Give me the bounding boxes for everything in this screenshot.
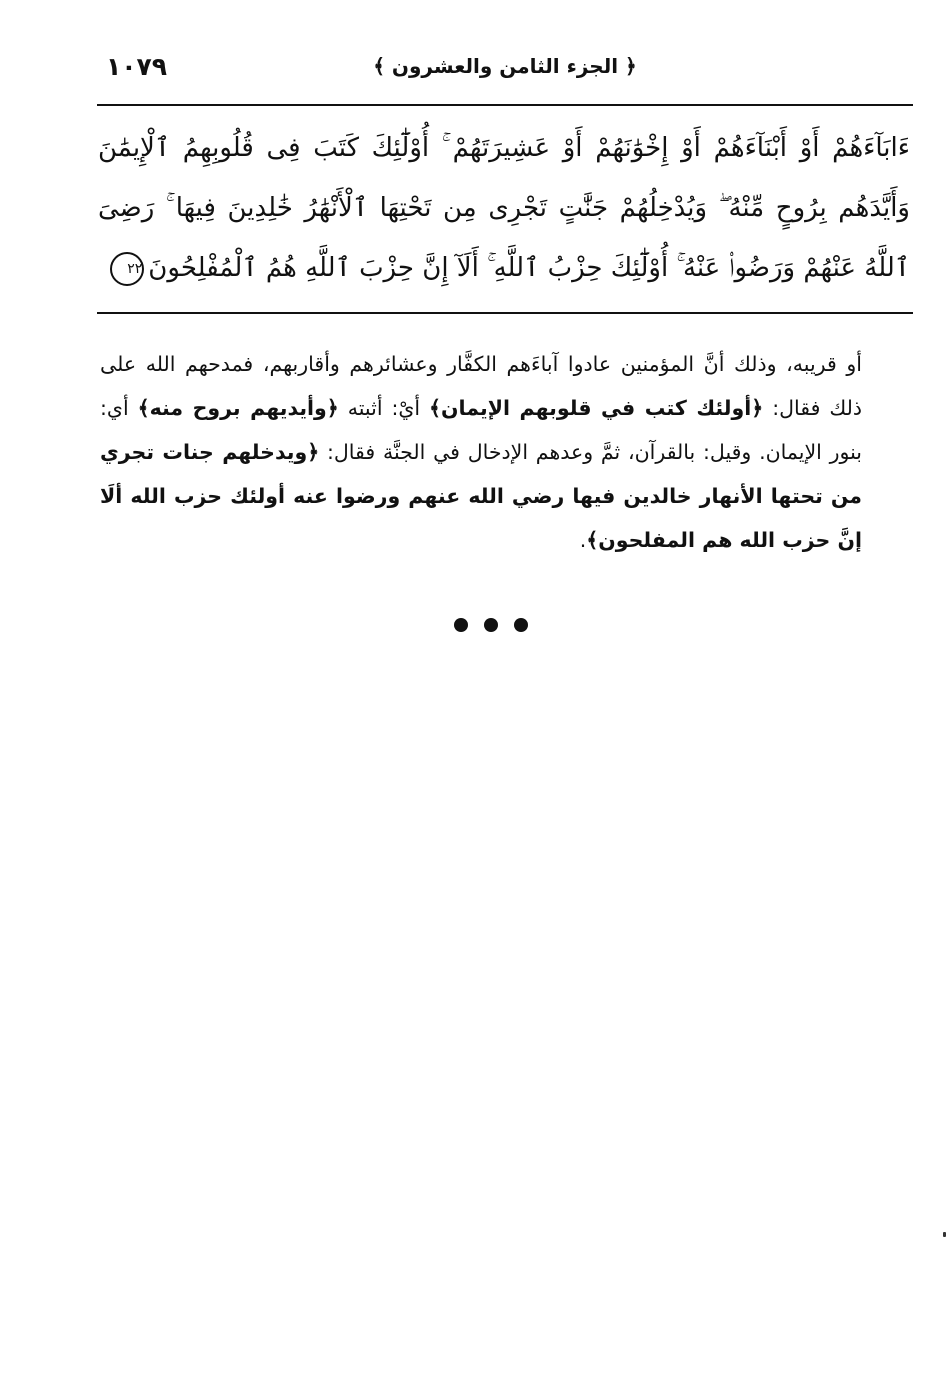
commentary-paragraph: [100, 342, 862, 562]
quoted-verse: ﴿ويدخلهم جنات تجري من تحتها الأنهار خالدين فيها رضي الله عنهم ورضوا عنه أولئك حزب الله ألَا إنَّ حزب الله هم المفلحون﴾: [100, 440, 862, 552]
page-number: ١٠٧٩: [106, 52, 168, 81]
ornament-dot: [514, 618, 528, 632]
ornament-dot: [454, 618, 468, 632]
quran-verse-text: ءَابَآءَهُمْ أَوْ أَبْنَآءَهُمْ أَوْ إِخْوَٰنَهُمْ أَوْ عَشِيرَتَهُمْ ۚ أُوْلَٰٓئِكَ كَتَبَ فِى قُلُوبِهِمُ ٱلْإِيمَٰنَ وَأَيَّدَهُم بِرُوحٍ مِّنْهُ ۖ وَيُدْخِلُهُمْ جَنَّٰتٍ تَجْرِى مِن تَحْتِهَا ٱلْأَنْهَٰرُ خَٰلِدِينَ فِيهَا ۚ رَضِىَ ٱللَّهُ عَنْهُمْ وَرَضُوا۟ عَنْهُ ۚ أُوْلَٰٓئِكَ حِزْبُ ٱللَّهِ ۚ أَلَآ إِنَّ حِزْبَ ٱللَّهِ هُمُ ٱلْمُفْلِحُونَ: [98, 133, 910, 283]
commentary-text: أو قريبه، وذلك أنَّ المؤمنين عادوا آباءَهم الكفَّار وعشائرهم وأقاربهم، فمدحهم الله على ذلك فقال:: [100, 352, 863, 420]
scan-speck: [943, 1232, 946, 1237]
ayah-number-marker: ٢٢: [110, 252, 144, 286]
ornament-dot: [484, 618, 498, 632]
commentary-text: أي: بنور الإيمان. وقيل: بالقرآن، ثمَّ وعدهم الإدخال في الجنَّة فقال:: [100, 396, 862, 464]
bottom-divider: [97, 312, 913, 314]
commentary-text: .: [579, 528, 587, 552]
top-divider: [97, 104, 913, 106]
commentary-text: أيْ: أثبته: [338, 396, 430, 420]
running-title: ﴿ الجزء الثامن والعشرون ﴾: [373, 54, 637, 78]
section-end-ornament: [454, 618, 544, 632]
page-header: [100, 52, 910, 92]
quoted-verse: ﴿أولئك كتب في قلوبهم الإيمان﴾: [429, 396, 764, 420]
quoted-verse: ﴿وأيديهم بروح منه﴾: [137, 396, 339, 420]
quran-verse-block: [98, 118, 910, 298]
